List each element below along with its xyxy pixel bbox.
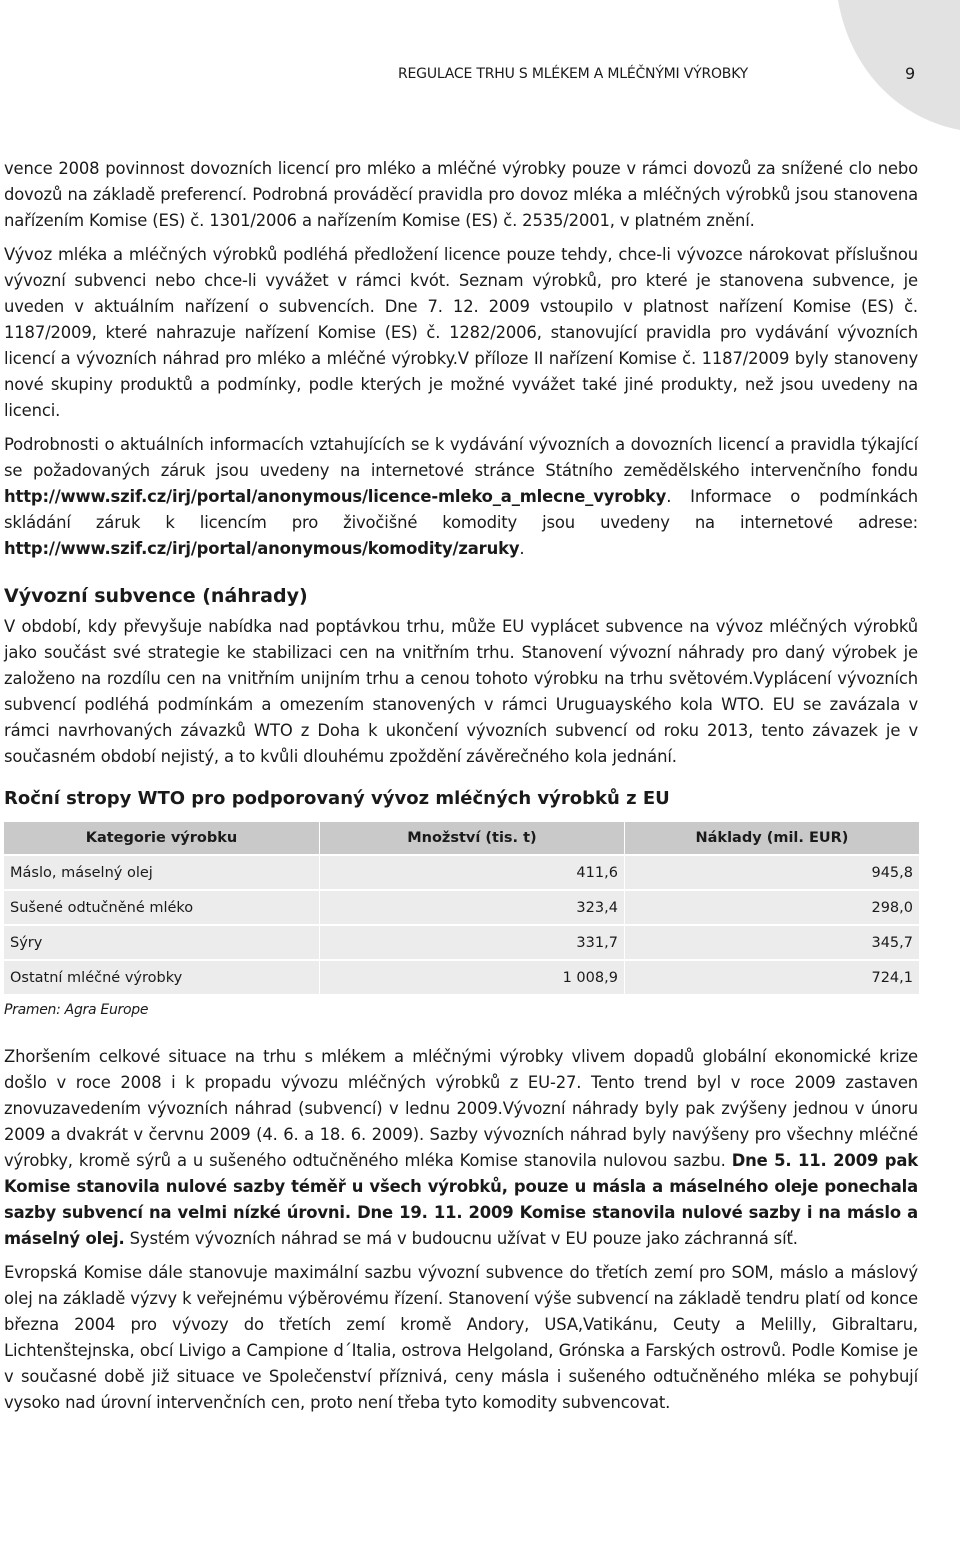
column-header: Náklady (mil. EUR) — [625, 822, 920, 854]
page-number: 9 — [905, 64, 916, 83]
paragraph-5 — [4, 1044, 918, 1252]
table-cell-quantity: 331,7 — [320, 926, 625, 959]
table-row — [4, 961, 920, 994]
corner-tab-decoration — [838, 0, 960, 130]
table-cell-cost: 345,7 — [625, 926, 920, 959]
paragraph-5-text-b: Systém vývozních náhrad se má v budoucnu užívat v EU pouze jako záchranná síť. — [124, 1229, 798, 1248]
table-row — [4, 891, 920, 924]
section-title: Vývozní subvence (náhrady) — [4, 585, 308, 607]
column-header: Množství (tis. t) — [320, 822, 625, 854]
table-cell-category: Sušené odtučněné mléko — [4, 891, 320, 924]
szif-licence-link[interactable]: http://www.szif.cz/irj/portal/anonymous/licence-mleko_a_mlecne_vyrobky — [4, 487, 667, 506]
wto-limits-table — [4, 820, 920, 996]
paragraph-3-text-c: . — [519, 539, 525, 558]
paragraph-3-text-a: Podrobnosti o aktuálních informacích vztahujících se k vydávání vývozních a dovozních licencí a pravidla týkající se požadovaných záruk jsou uvedeny na internetové stránce Státního zemědělského intervenčního fondu — [4, 435, 918, 480]
table-row — [4, 856, 920, 889]
table-cell-category: Máslo, máselný olej — [4, 856, 320, 889]
paragraph-5-bold: Dne 5. 11. 2009 pak Komise stanovila nulové sazby téměř u všech výrobků, pouze u másla a máselného oleje ponechala sazby subvencí na velmi nízké úrovni. Dne 19. 11. 2009 Komise stanovila nulové sazby i na máslo a máselný olej. — [4, 1151, 918, 1248]
table-cell-quantity: 323,4 — [320, 891, 625, 924]
paragraph-1: vence 2008 povinnost dovozních licencí pro mléko a mléčné výrobky pouze v rámci dovozů za snížené clo nebo dovozů na základě preferencí. Podrobná prováděcí pravidla pro dovoz mléka a mléčných výrobků jsou stanovena nařízením Komise (ES) č. 1301/2006 a nařízením Komise (ES) č. 2535/2001, v platném znění. — [4, 159, 918, 230]
table-cell-cost: 724,1 — [625, 961, 920, 994]
column-header: Kategorie výrobku — [4, 822, 320, 854]
paragraph-3 — [4, 432, 918, 562]
table-cell-category: Ostatní mléčné výrobky — [4, 961, 320, 994]
szif-zaruky-link[interactable]: http://www.szif.cz/irj/portal/anonymous/komodity/zaruky — [4, 539, 520, 558]
page-body — [4, 156, 918, 1424]
table-row — [4, 926, 920, 959]
table-header-row — [4, 822, 920, 854]
table-cell-quantity: 1 008,9 — [320, 961, 625, 994]
table-title: Roční stropy WTO pro podporovaný vývoz mléčných výrobků z EU — [4, 788, 670, 809]
table-cell-cost: 298,0 — [625, 891, 920, 924]
paragraph-6: Evropská Komise dále stanovuje maximální sazbu vývozní subvence do třetích zemí pro SOM, máslo a máslový olej na základě výzvy k veřejnému výběrovému řízení. Stanovení výše subvencí na základě tendru platí od konce března 2004 pro vývozy do třetích zemí kromě Andory, USA,Vatikánu, Ceuty a Melilly, Gibraltaru, Lichtenštejnska, obcí Livigo a Campione d´Italia, ostrova Helgoland, Grónska a Farských ostrovů. Podle Komise je v současné době již situace ve Společenství příznivá, ceny másla i sušeného odtučněného mléka se pohybují vysoko nad úrovní intervenčních cen, proto není třeba tyto komodity subvencovat. — [4, 1263, 918, 1412]
table-cell-category: Sýry — [4, 926, 320, 959]
paragraph-5-text-a: Zhoršením celkové situace na trhu s mlékem a mléčnými výrobky vlivem dopadů globální ekonomické krize došlo v roce 2008 i k propadu vývozu mléčných výrobků z EU-27. Tento trend byl v roce 2009 zastaven znovuzavedením vývozních náhrad (subvencí) v lednu 2009.Vývozní náhrady byly pak zvýšeny jednou v únoru 2009 a dvakrát v červnu 2009 (4. 6. a 18. 6. 2009). Sazby vývozních náhrad byly navýšeny pro všechny mléčné výrobky, kromě sýrů a u sušeného odtučněného mléka Komise stanovila nulovou sazbu. — [4, 1047, 918, 1170]
paragraph-3-text-b: . Informace o podmínkách skládání záruk k licencím pro živočišné komodity jsou uvedeny na internetové adrese: — [4, 487, 918, 532]
paragraph-4: V období, kdy převyšuje nabídka nad poptávkou trhu, může EU vyplácet subvence na vývoz mléčných výrobků jako součást své strategie ke stabilizaci cen na vnitřním trhu. Stanovení vývozní náhrady pro daný výrobek je založeno na rozdílu cen na vnitřním unijním trhu a cenou tohoto výrobku na trhu světovém.Vyplácení vývozních subvencí podléhá podmínkám a omezením stanovených v rámci Uruguayského kola WTO. EU se zavázala v rámci navrhovaných závazků WTO z Doha k ukončení vývozních subvencí od roku 2013, tento závazek je v současném období nejistý, a to kvůli dlouhému zpoždění závěrečného kola jednání. — [4, 617, 918, 766]
table-cell-cost: 945,8 — [625, 856, 920, 889]
running-header: REGULACE TRHU S MLÉKEM A MLÉČNÝMI VÝROBKY — [398, 66, 749, 82]
paragraph-2: Vývoz mléka a mléčných výrobků podléhá předložení licence pouze tehdy, chce-li vývozce nárokovat příslušnou vývozní subvenci nebo chce-li vyvážet v rámci kvót. Seznam výrobků, pro které je stanovena subvence, je uveden v aktuálním nařízení o subvencích. Dne 7. 12. 2009 vstoupilo v platnost nařízení Komise (ES) č. 1187/2009, které nahrazuje nařízení Komise (ES) č. 1282/2006, stanovující pravidla pro vydávání vývozních licencí a vývozních náhrad pro mléko a mléčné výrobky.V příloze II nařízení Komise č. 1187/2009 byly stanoveny nové skupiny produktů a podmínky, podle kterých je možné vyvážet také jiné produkty, než jsou uvedeny na licenci. — [4, 245, 918, 420]
table-source: Pramen: Agra Europe — [4, 1002, 149, 1018]
table-cell-quantity: 411,6 — [320, 856, 625, 889]
